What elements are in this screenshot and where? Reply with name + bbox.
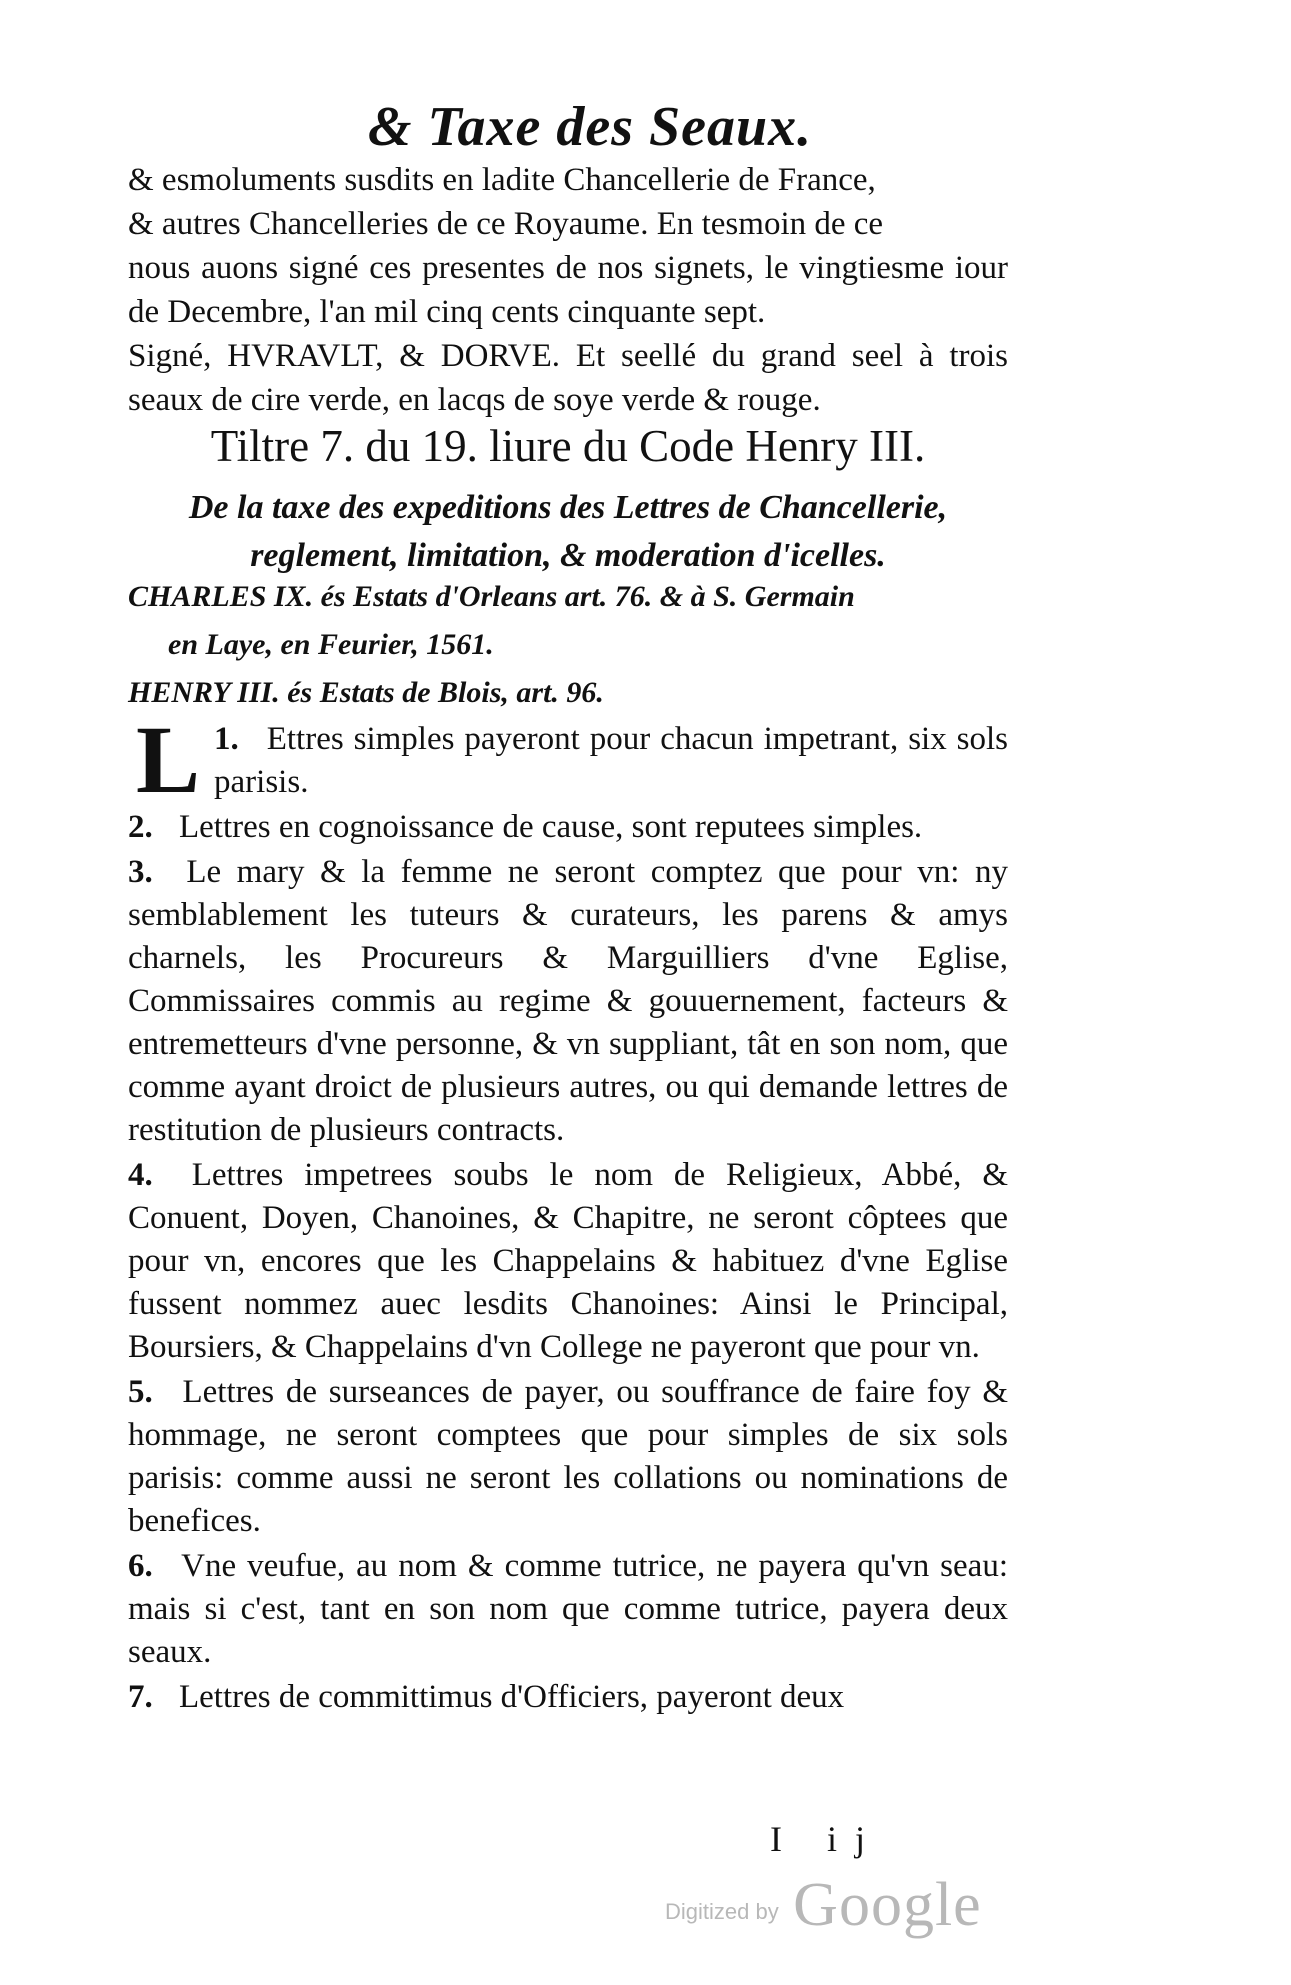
article-text: Vne veufue, au nom & comme tutrice, ne payera qu'vn seau: mais si c'est, tant en son nom que comme tutrice, payera deux seaux. xyxy=(128,1548,1008,1670)
article-list xyxy=(128,706,1009,1721)
article-item xyxy=(128,806,1008,849)
subtitle-line: De la taxe des expeditions des Lettres de Chancellerie, xyxy=(188,489,948,526)
article-number: 4. xyxy=(128,1157,153,1193)
article-text: Lettres de surseances de payer, ou souffrance de faire foy & hommage, ne seront comptees que pour simples de six sols parisis: comme aussi ne seront les collations ou nominations de benefices. xyxy=(128,1374,1009,1539)
legal-references xyxy=(128,575,1008,719)
article-number: 7. xyxy=(128,1679,153,1715)
signature-mark: I ij xyxy=(770,1819,883,1859)
watermark-prefix: Digitized by xyxy=(665,1899,779,1924)
intro-paragraph xyxy=(128,158,1008,422)
article-number: 1. xyxy=(214,721,239,757)
intro-line: & autres Chancelleries de ce Royaume. En tesmoin de ce xyxy=(128,206,884,242)
article-item xyxy=(128,851,1008,1152)
reference-line: en Laye, en Feurier, 1561. xyxy=(168,628,494,661)
running-title: & Taxe des Seaux. xyxy=(367,96,813,158)
watermark-brand: Google xyxy=(793,1871,982,1939)
reference-line: HENRY III. és Estats de Blois, art. 96. xyxy=(128,676,604,709)
article-number: 6. xyxy=(128,1548,153,1584)
article-text: Lettres impetrees soubs le nom de Religieux, Abbé, & Conuent, Doyen, Chanoines, & Chapitre, ne seront côptees que pour vn, encores que les Chappelains & habituez d'vne Eglise fussent nommez auec lesdits Chanoines: Ainsi le Principal, Boursiers, & Chappelains d'vn College ne payeront que pour vn. xyxy=(128,1157,1008,1365)
intro-line: & esmoluments susdits en ladite Chancellerie de France, xyxy=(128,162,876,198)
drop-cap: L xyxy=(136,706,201,813)
article-number: 3. xyxy=(128,854,153,890)
subtitle-line: reglement, limitation, & moderation d'icelles. xyxy=(250,537,886,574)
section-title: Tiltre 7. du 19. liure du Code Henry III. xyxy=(210,421,926,471)
digitized-watermark xyxy=(665,1870,982,1941)
article-item xyxy=(128,1545,1008,1674)
article-number: 2. xyxy=(128,809,153,845)
article-item xyxy=(128,706,1009,813)
section-subtitle xyxy=(128,484,1008,580)
reference-line: CHARLES IX. és Estats d'Orleans art. 76. & à S. Germain xyxy=(128,580,855,613)
article-text: Ettres simples payeront pour chacun impetrant, six sols parisis. xyxy=(214,721,1009,800)
article-item xyxy=(128,1154,1008,1369)
intro-line: Signé, HVRAVLT, & DORVE. Et seellé du grand seel à trois seaux de cire verde, en lacqs de soye verde & rouge. xyxy=(128,338,1008,418)
article-item xyxy=(128,1371,1008,1543)
article-text: Le mary & la femme ne seront comptez que pour vn: ny semblablement les tuteurs & curateurs, les parens & amys charnels, les Procureurs & Marguilliers d'vne Eglise, Commissaires commis au regime & gouuernement, facteurs & entremetteurs d'vne personne, & vn suppliant, tât en son nom, que comme ayant droict de plusieurs autres, ou qui demande lettres de restitution de plusieurs contracts. xyxy=(128,854,1009,1148)
article-item xyxy=(128,1676,1008,1719)
article-text: Lettres en cognoissance de cause, sont reputees simples. xyxy=(179,809,923,845)
article-text: Lettres de committimus d'Officiers, payeront deux xyxy=(179,1679,845,1715)
intro-line: nous auons signé ces presentes de nos signets, le vingtiesme iour de Decembre, l'an mil cinq cents cinquante sept. xyxy=(128,250,1008,330)
article-number: 5. xyxy=(128,1374,153,1410)
